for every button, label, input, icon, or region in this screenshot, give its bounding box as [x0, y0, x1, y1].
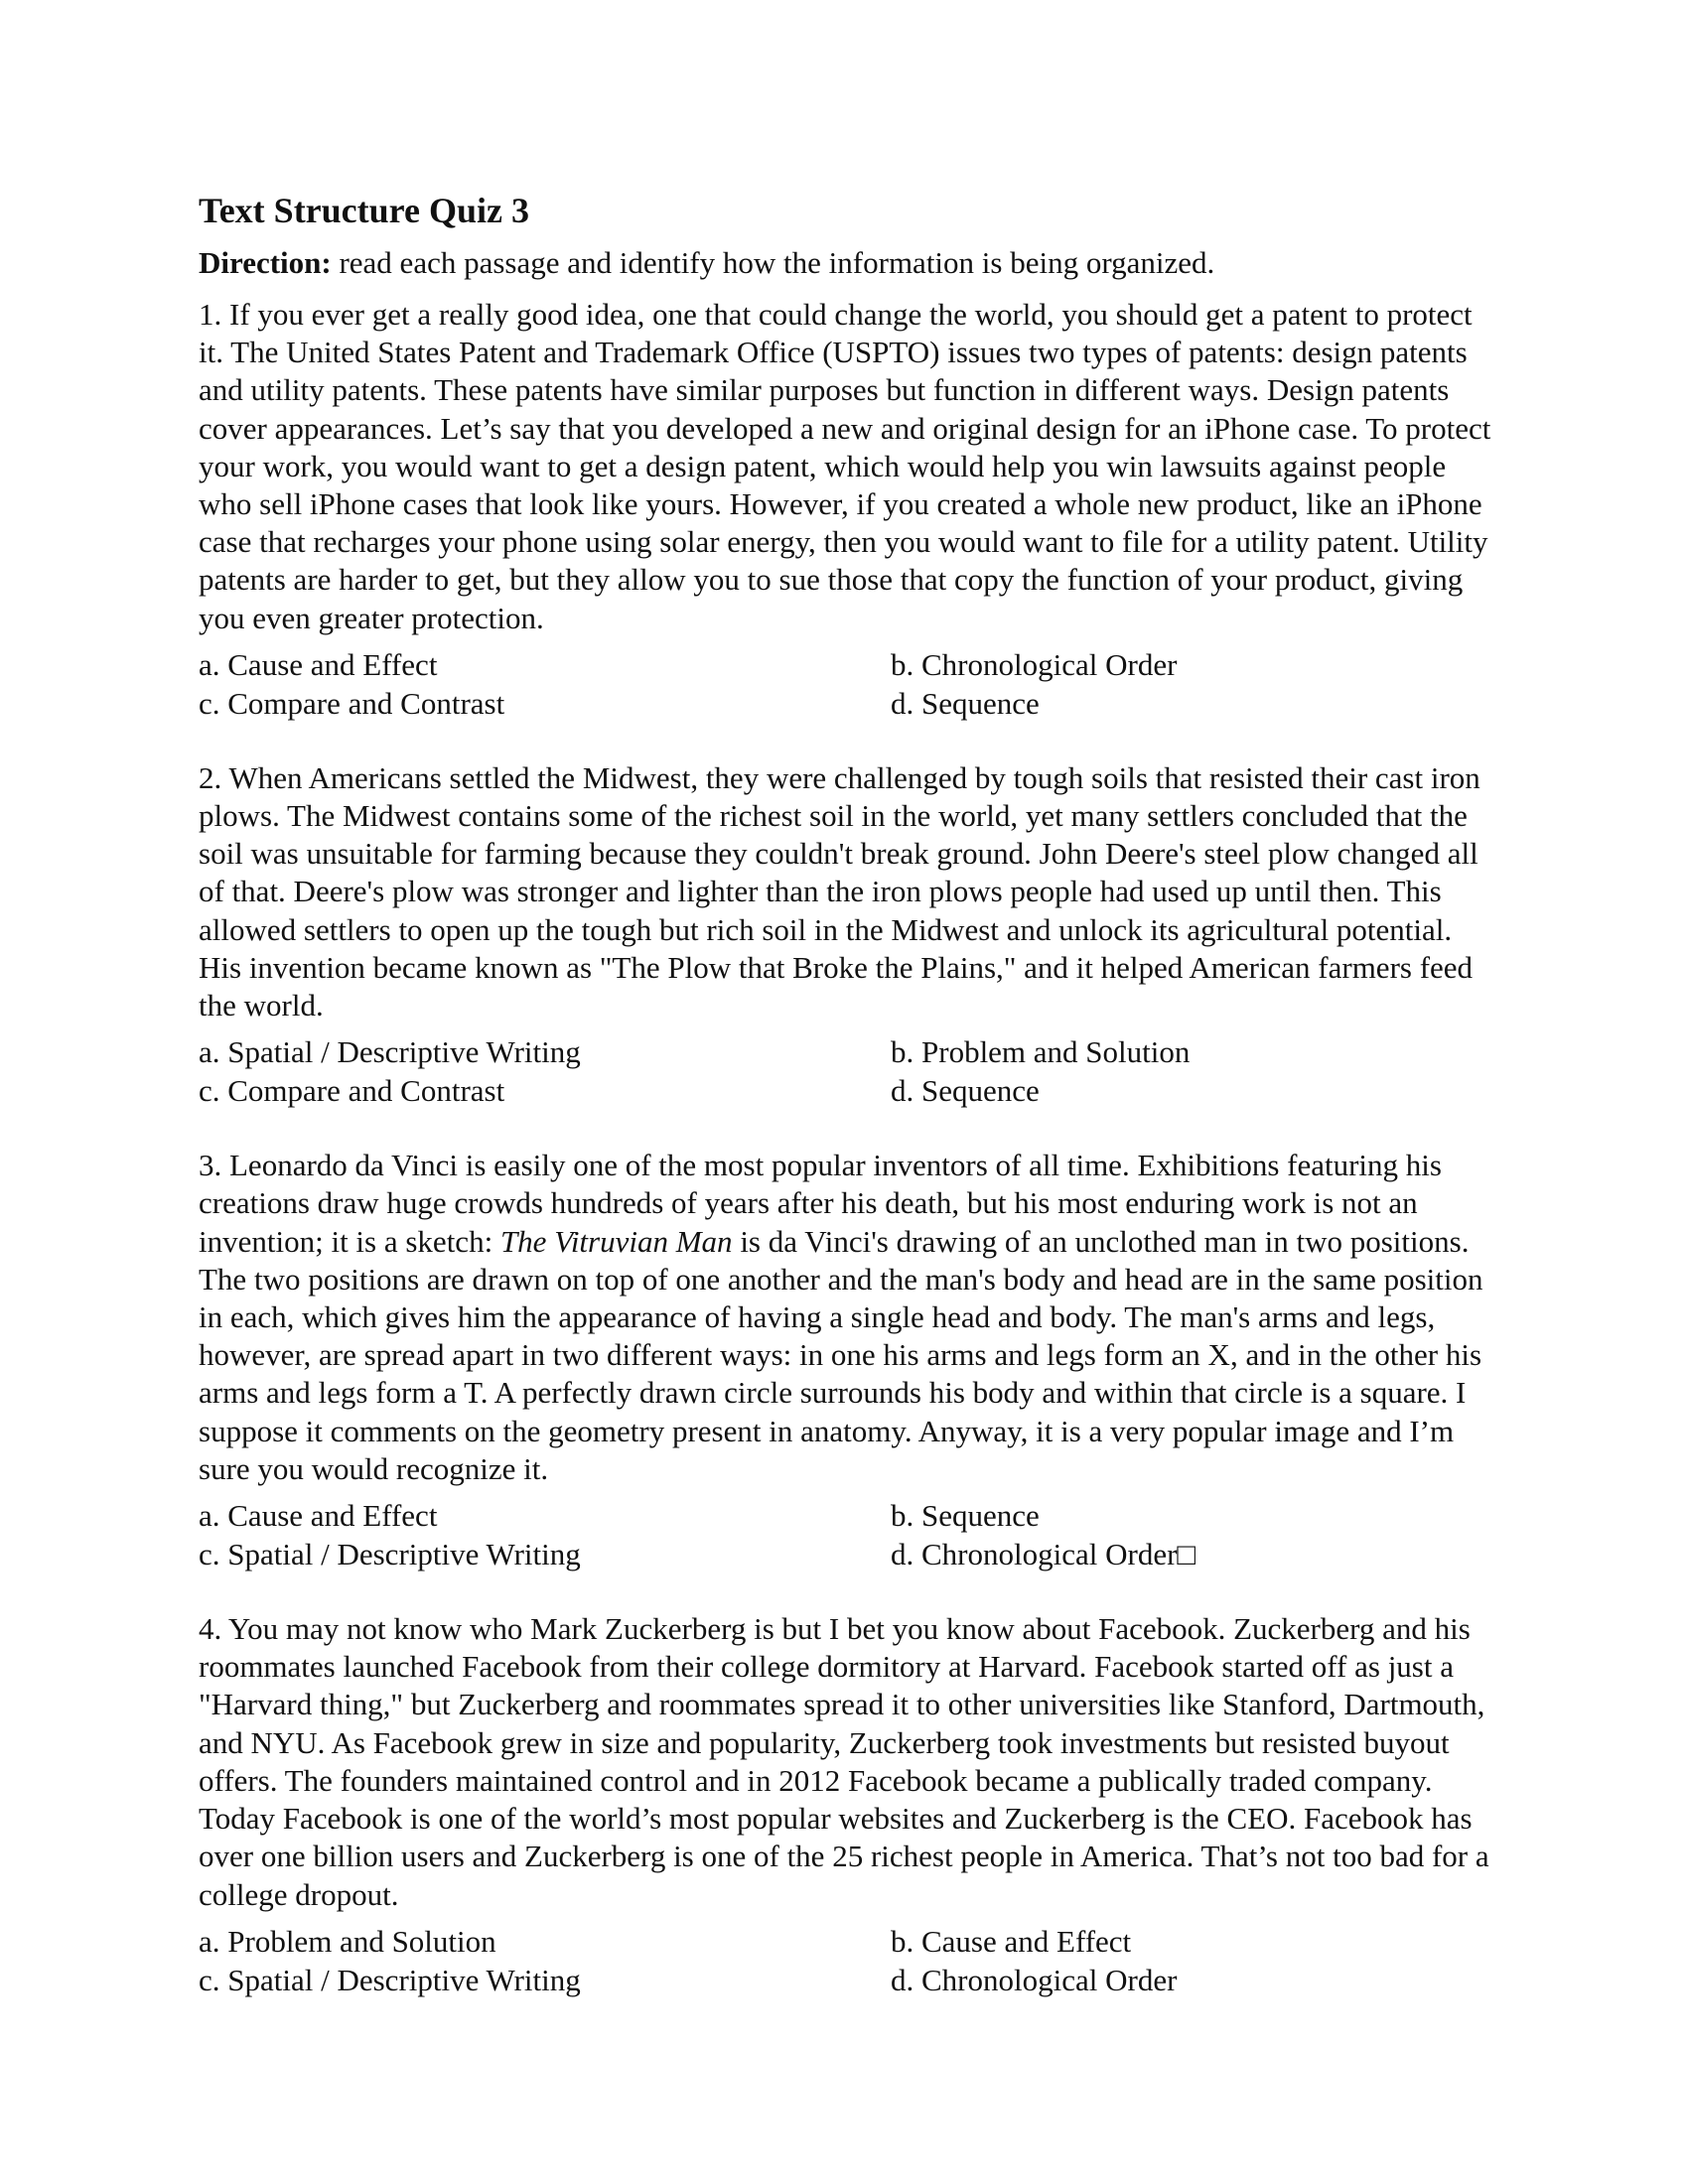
- question-1-option-a: a. Cause and Effect: [199, 646, 438, 682]
- direction-body: read each passage and identify how the information is being organized.: [331, 245, 1215, 280]
- question-3-option-b: b. Sequence: [891, 1498, 1040, 1534]
- question-3: [199, 1147, 1499, 1573]
- question-2-option-a: a. Spatial / Descriptive Writing: [199, 1034, 581, 1070]
- page-title: Text Structure Quiz 3: [199, 191, 529, 230]
- direction-text: [199, 244, 1499, 282]
- question-4-option-d: d. Chronological Order: [891, 1962, 1178, 1997]
- question-4-option-b: b. Cause and Effect: [891, 1923, 1132, 1959]
- question-2: [199, 759, 1499, 1110]
- question-3-passage-start: 3. Leonardo da Vinci is easily one of the most popular inventors of all time. Exhibitions featuring his creations draw huge crowds hundreds of years after his death, but his most enduring work is not an invention; it is a sketch:: [199, 1148, 1442, 1259]
- question-1-options: [199, 645, 1499, 723]
- question-3-options: [199, 1496, 1499, 1573]
- question-4-options: [199, 1922, 1499, 1999]
- question-4: [199, 1610, 1499, 1999]
- question-2-options: [199, 1032, 1499, 1110]
- question-2-passage: 2. When Americans settled the Midwest, they were challenged by tough soils that resisted their cast iron plows. The Midwest contains some of the richest soil in the world, yet many settlers concluded that the soil was unsuitable for farming because they couldn't break ground. John Deere's steel plow changed all of that. Deere's plow was stronger and lighter than the iron plows people had used up until then. This allowed settlers to open up the tough but rich soil in the Midwest and unlock its agricultural potential. His invention became known as "The Plow that Broke the Plains," and it helped American farmers feed the world.: [199, 759, 1480, 1024]
- question-3-option-c: c. Spatial / Descriptive Writing: [199, 1537, 581, 1572]
- question-3-passage-artwork-title: The Vitruvian Man: [499, 1223, 733, 1259]
- question-1-passage: 1. If you ever get a really good idea, one that could change the world, you should get a patent to protect it. The United States Patent and Trademark Office (USPTO) issues two types of patents: design patents and utility patents. These patents have similar purposes but function in different ways. Design patents cover appearances. Let’s say that you developed a new and original design for an iPhone case. To protect your work, you would want to get a design patent, which would help you win lawsuits against people who sell iPhone cases that look like yours. However, if you created a whole new product, like an iPhone case that recharges your phone using solar energy, then you would want to file for a utility patent. Utility patents are harder to get, but they allow you to sue those that copy the function of your product, giving you even greater protection.: [199, 297, 1491, 635]
- question-1-option-c: c. Compare and Contrast: [199, 685, 505, 721]
- question-4-option-c: c. Spatial / Descriptive Writing: [199, 1962, 581, 1997]
- question-3-option-d: d. Chronological Order□: [891, 1537, 1196, 1572]
- question-1-option-d: d. Sequence: [891, 685, 1040, 721]
- question-1: [199, 296, 1499, 723]
- quiz-page: [199, 191, 1499, 2036]
- question-3-passage: [199, 1147, 1499, 1488]
- direction-label: Direction:: [199, 245, 332, 280]
- question-3-option-a: a. Cause and Effect: [199, 1498, 438, 1534]
- question-4-option-a: a. Problem and Solution: [199, 1923, 496, 1959]
- question-1-option-b: b. Chronological Order: [891, 646, 1178, 682]
- question-3-passage-end: is da Vinci's drawing of an unclothed man in two positions. The two positions are drawn on top of one another and the man's body and head are in the same position in each, which gives him the appearance of having a single head and body. The man's arms and legs, however, are spread apart in two different ways: in one his arms and legs form an X, and in the other his arms and legs form a T. A perfectly drawn circle surrounds his body and within that circle is a square. I suppose it comments on the geometry present in anatomy. Anyway, it is a very popular image and I’m sure you would recognize it.: [199, 1223, 1483, 1486]
- question-2-option-c: c. Compare and Contrast: [199, 1073, 505, 1109]
- question-2-option-b: b. Problem and Solution: [891, 1034, 1191, 1070]
- question-2-option-d: d. Sequence: [891, 1073, 1040, 1109]
- question-4-passage: 4. You may not know who Mark Zuckerberg is but I bet you know about Facebook. Zuckerberg and his roommates launched Facebook from their college dormitory at Harvard. Facebook started off as just a "Harvard thing," but Zuckerberg and roommates spread it to other universities like Stanford, Dartmouth, and NYU. As Facebook grew in size and popularity, Zuckerberg took investments but resisted buyout offers. The founders maintained control and in 2012 Facebook became a publically traded company. Today Facebook is one of the world’s most popular websites and Zuckerberg is the CEO. Facebook has over one billion users and Zuckerberg is one of the 25 richest people in America. That’s not too bad for a college dropout.: [199, 1611, 1489, 1912]
